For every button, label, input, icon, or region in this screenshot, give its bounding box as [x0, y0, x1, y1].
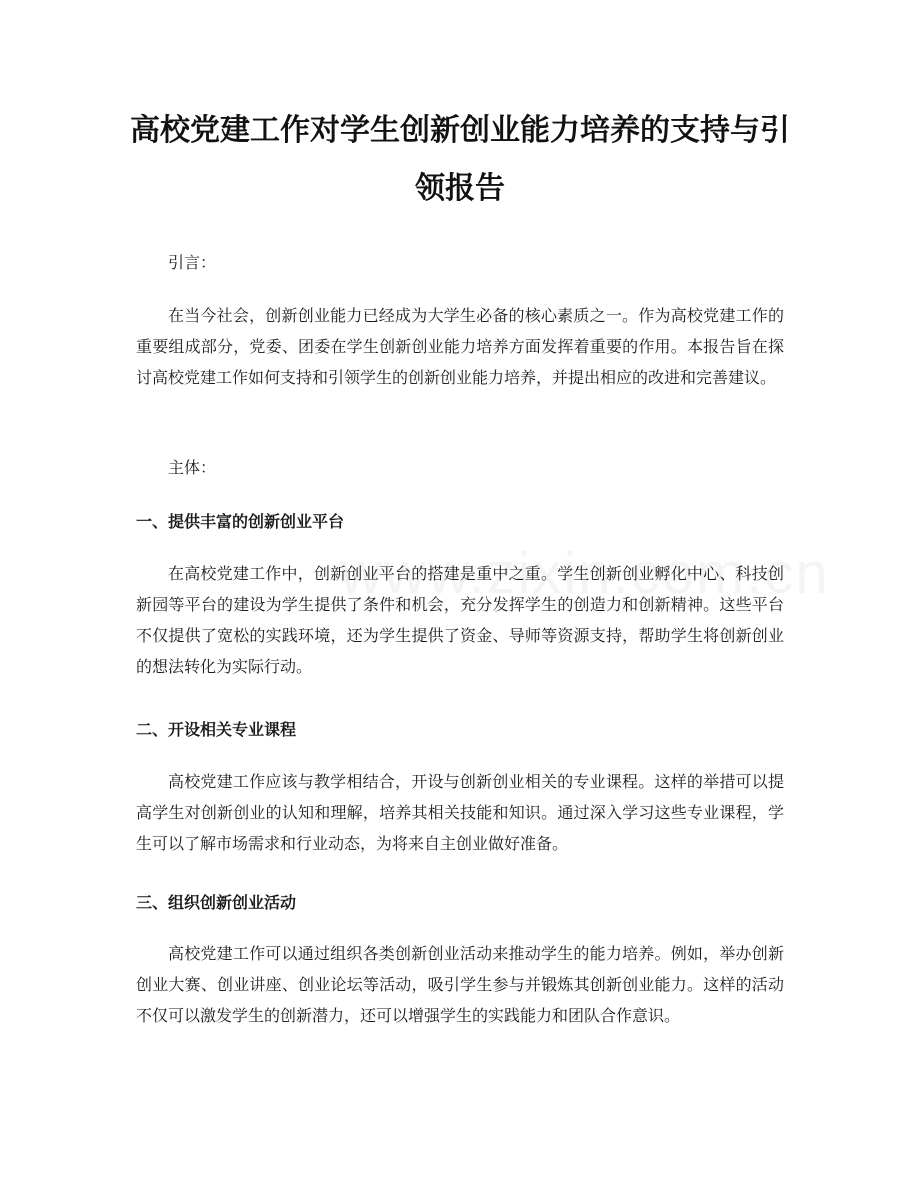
section-paragraph-2: 高校党建工作应该与教学相结合，开设与创新创业相关的专业课程。这样的举措可以提高学生对创新创业的认知和理解，培养其相关技能和知识。通过深入学习这些专业课程，学生可以了解市场需求和行业动态，为将来自主创业做好准备。	[136, 772, 784, 853]
section-heading-2: 二、开设相关专业课程	[136, 720, 297, 739]
document-title: 高校党建工作对学生创新创业能力培养的支持与引领报告	[130, 113, 790, 206]
intro-label: 引言：	[168, 253, 217, 272]
section-heading-1: 一、提供丰富的创新创业平台	[136, 512, 345, 531]
intro-paragraph: 在当今社会，创新创业能力已经成为大学生必备的核心素质之一。作为高校党建工作的重要组成部分，党委、团委在学生创新创业能力培养方面发挥着重要的作用。本报告旨在探讨高校党建工作如何支持和引领学生的创新创业能力培养，并提出相应的改进和完善建议。	[136, 306, 784, 387]
section-paragraph-1: 在高校党建工作中，创新创业平台的搭建是重中之重。学生创新创业孵化中心、科技创新园等平台的建设为学生提供了条件和机会，充分发挥学生的创造力和创新精神。这些平台不仅提供了宽松的实践环境，还为学生提供了资金、导师等资源支持，帮助学生将创新创业的想法转化为实际行动。	[136, 564, 784, 676]
section-heading-3: 三、组织创新创业活动	[136, 893, 297, 912]
section-paragraph-3: 高校党建工作可以通过组织各类创新创业活动来推动学生的能力培养。例如，举办创新创业大赛、创业讲座、创业论坛等活动，吸引学生参与并锻炼其创新创业能力。这样的活动不仅可以激发学生的创新潜力，还可以增强学生的实践能力和团队合作意识。	[136, 944, 784, 1025]
body-label: 主体：	[168, 458, 217, 477]
